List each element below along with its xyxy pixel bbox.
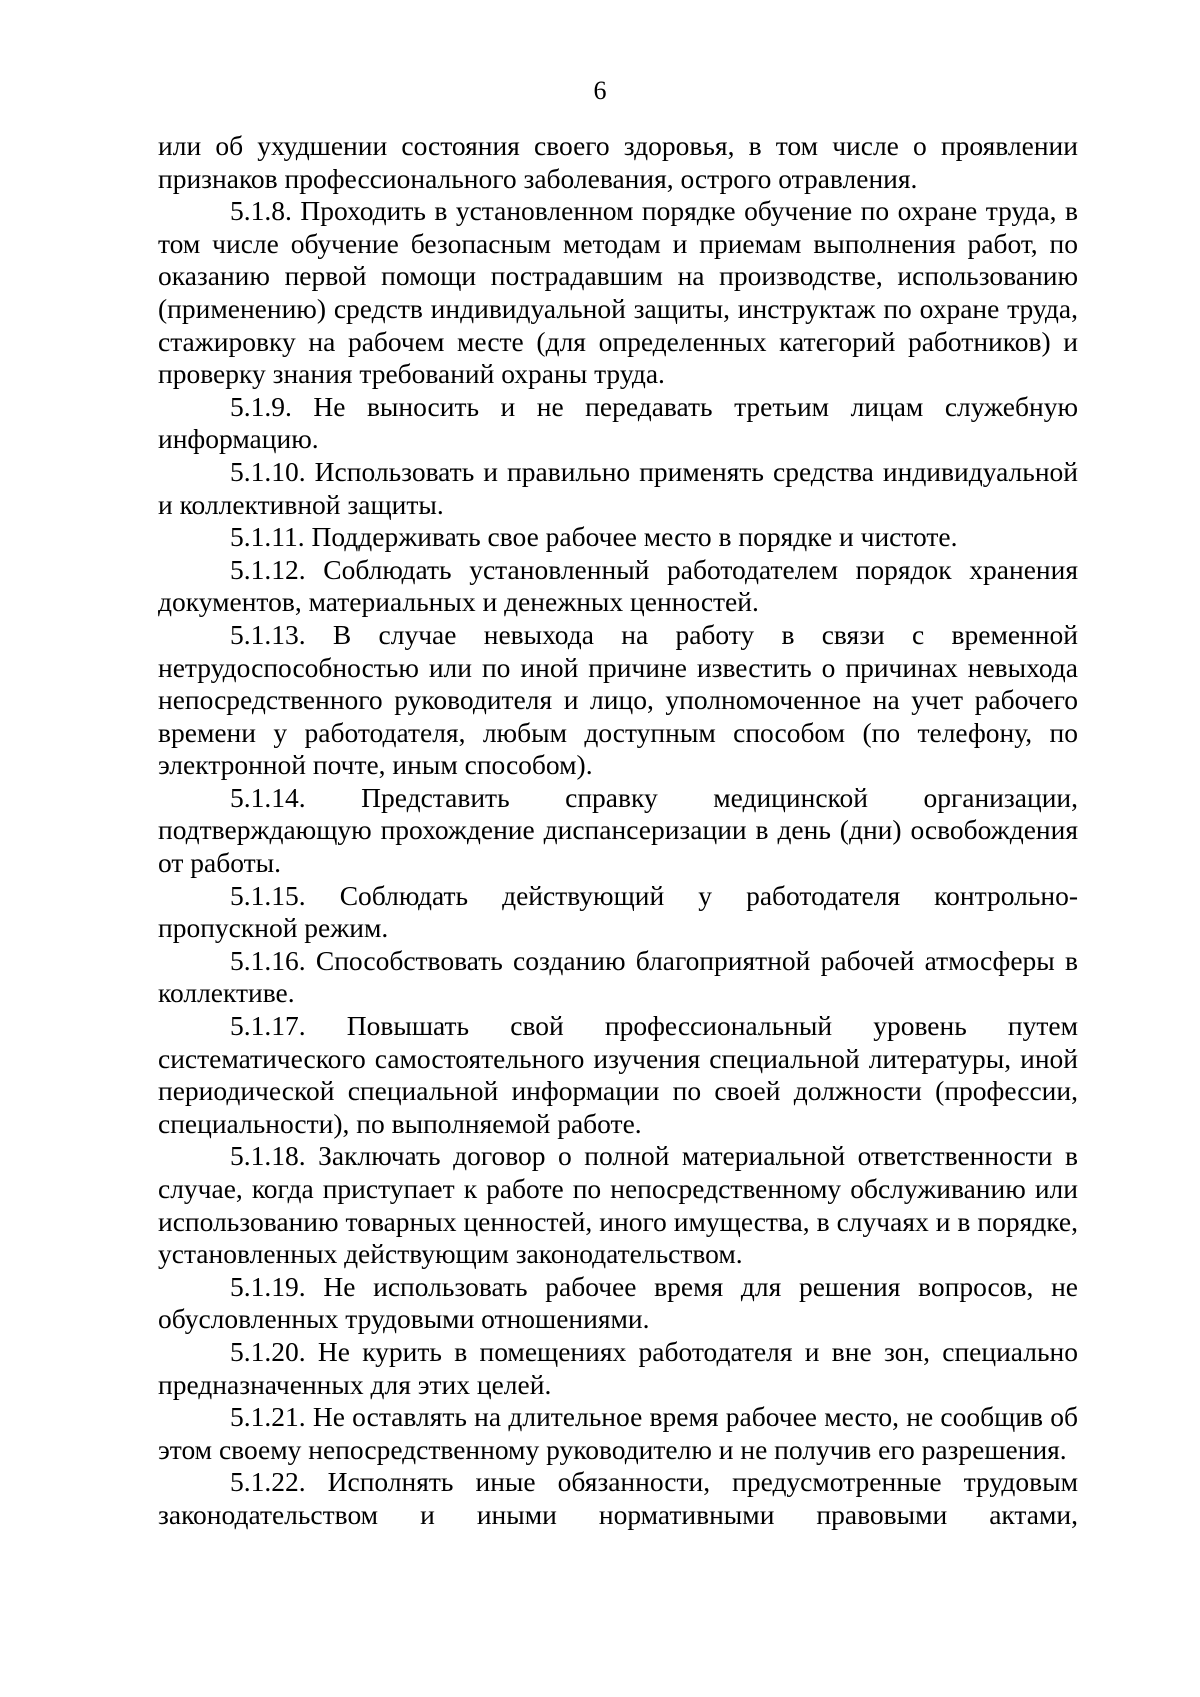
paragraph-continuation: или об ухудшении состояния своего здоровья, в том числе о проявлении признаков профессионального заболевания, острого отравления.	[158, 130, 1078, 194]
paragraph-5-1-8: 5.1.8. Проходить в установленном порядке обучение по охране труда, в том числе обучение безопасным методам и приемам выполнения работ, по оказанию первой помощи пострадавшим на производстве, использованию (применению) средств индивидуальной защиты, инструктаж по охране труда, стажировку на рабочем месте (для определенных категорий работников) и проверку знания требований охраны труда.	[158, 195, 1078, 390]
paragraph-5-1-9: 5.1.9. Не выносить и не передавать третьим лицам служебную информацию.	[158, 390, 1078, 455]
paragraph-5-1-12: 5.1.12. Соблюдать установленный работодателем порядок хранения документов, материальных и денежных ценностей.	[158, 553, 1078, 618]
page-number: 6	[593, 76, 607, 105]
paragraph-5-1-10: 5.1.10. Использовать и правильно применять средства индивидуальной и коллективной защиты.	[158, 455, 1078, 520]
paragraph-5-1-11: 5.1.11. Поддерживать свое рабочее место в порядке и чистоте.	[230, 521, 958, 553]
paragraph-5-1-20: 5.1.20. Не курить в помещениях работодателя и вне зон, специально предназначенных для этих целей.	[158, 1335, 1078, 1400]
paragraph-5-1-21: 5.1.21. Не оставлять на длительное время рабочее место, не сообщив об этом своему непосредственному руководителю и не получив его разрешения.	[158, 1401, 1078, 1465]
paragraph-5-1-13: 5.1.13. В случае невыхода на работу в связи с временной нетрудоспособностью или по иной причине известить о причинах невыхода непосредственного руководителя и лицо, уполномоченное на учет рабочего времени у работодателя, любым доступным способом (по телефону, по электронной почте, иным способом).	[158, 618, 1078, 781]
document-body	[158, 130, 1078, 1532]
paragraph-5-1-15: 5.1.15. Соблюдать действующий у работодателя контрольно-пропускной режим.	[158, 879, 1078, 944]
paragraph-5-1-22: 5.1.22. Исполнять иные обязанности, предусмотренные трудовым законодательством и иными нормативными правовыми актами,	[158, 1466, 1078, 1530]
paragraph-5-1-19: 5.1.19. Не использовать рабочее время для решения вопросов, не обусловленных трудовыми отношениями.	[158, 1270, 1078, 1335]
paragraph-5-1-14: 5.1.14. Представить справку медицинской организации, подтверждающую прохождение диспансеризации в день (дни) освобождения от работы.	[158, 781, 1078, 879]
paragraph-5-1-16: 5.1.16. Способствовать созданию благоприятной рабочей атмосферы в коллективе.	[158, 944, 1078, 1009]
paragraph-5-1-17: 5.1.17. Повышать свой профессиональный уровень путем систематического самостоятельного изучения специальной литературы, иной периодической специальной информации по своей должности (профессии, специальности), по выполняемой работе.	[158, 1010, 1078, 1139]
paragraph-5-1-18: 5.1.18. Заключать договор о полной материальной ответственности в случае, когда приступает к работе по непосредственному обслуживанию или использованию товарных ценностей, иного имущества, в случаях и в порядке, установленных действующим законодательством.	[158, 1140, 1078, 1270]
